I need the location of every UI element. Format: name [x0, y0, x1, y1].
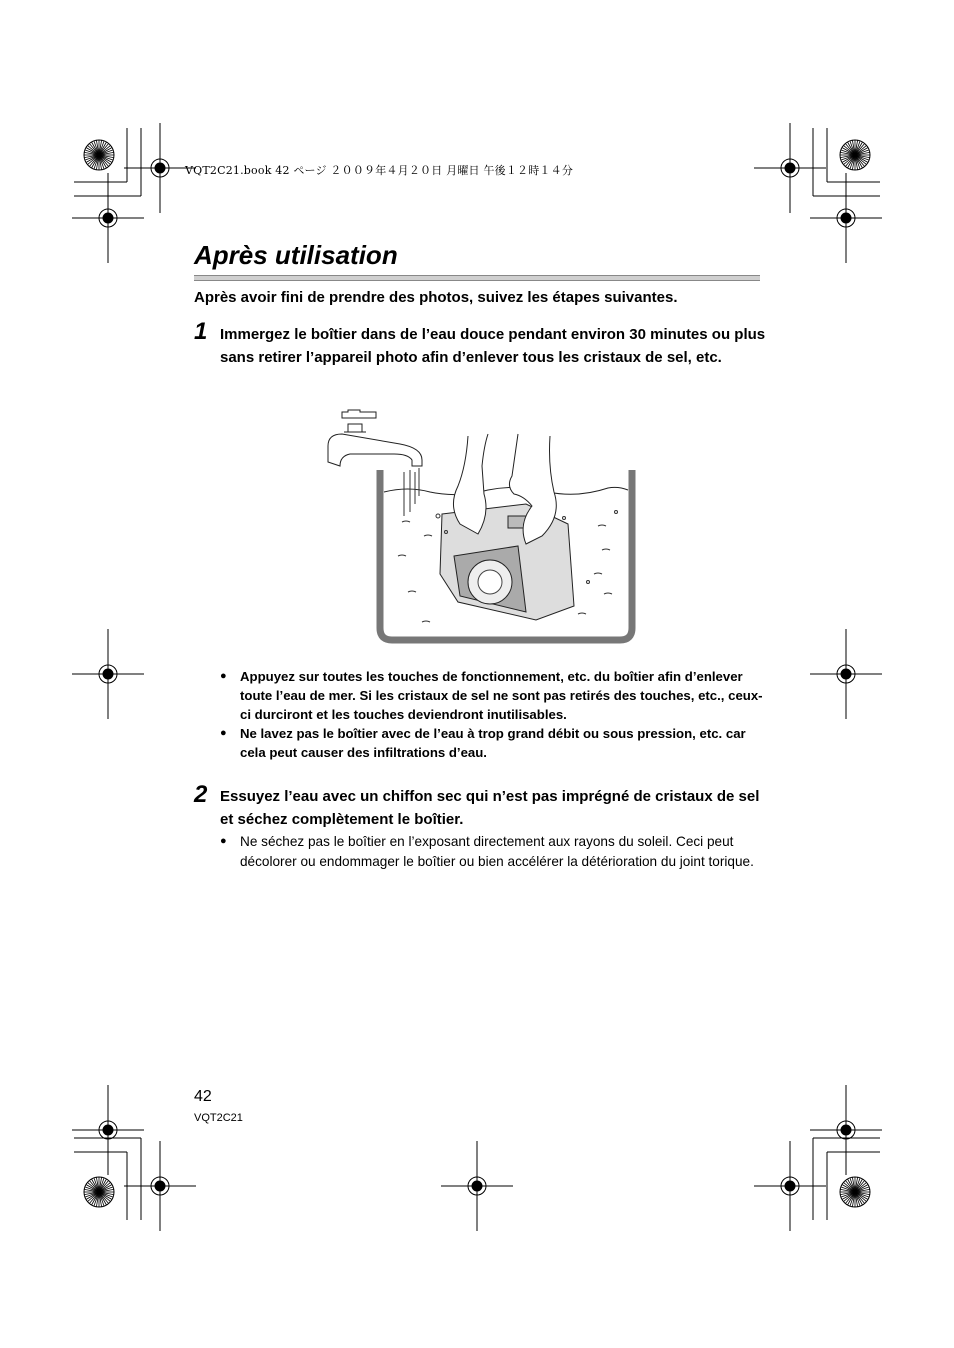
step-1-notes	[220, 667, 765, 762]
sunburst-target	[840, 1177, 870, 1207]
intro-text: Après avoir fini de prendre des photos, suivez les étapes suivantes.	[194, 289, 678, 306]
crosshair-mark	[810, 173, 882, 263]
note-text: Appuyez sur toutes les touches de fonctionnement, etc. du boîtier afin d’enlever toute l’eau de mer. Si les cristaux de sel ne sont pas retirés des touches, etc., ceux-ci durciront et les touches deviendront inutilisables.	[240, 669, 763, 722]
crosshair-mark	[72, 173, 144, 263]
step-2-notes	[220, 832, 765, 871]
crosshair-mark	[72, 1085, 144, 1175]
note-text: Ne lavez pas le boîtier avec de l’eau à trop grand débit ou sous pression, etc. car cela peut causer des infiltrations d’eau.	[240, 726, 746, 760]
step-1-text: Immergez le boîtier dans de l’eau douce pendant environ 30 minutes ou plus sans retirer l’appareil photo afin d’enlever tous les cristaux de sel, etc.	[220, 326, 766, 366]
crosshair-mark	[441, 1141, 513, 1231]
page-title: Après utilisation	[194, 240, 398, 270]
sunburst-target	[840, 140, 870, 170]
crosshair-mark	[810, 1085, 882, 1175]
crosshair-mark	[754, 1141, 826, 1231]
crosshair-mark	[72, 629, 144, 719]
crosshair-mark	[754, 123, 826, 213]
sunburst-target	[84, 140, 114, 170]
step-1-number: 1	[194, 318, 208, 345]
list-item	[220, 724, 765, 762]
sunburst-target	[84, 1177, 114, 1207]
faucet-icon	[328, 410, 422, 466]
document-code: VQT2C21	[194, 1112, 243, 1124]
page-number: 42	[194, 1088, 212, 1105]
bullet-icon: ●	[220, 670, 227, 682]
step-2-number: 2	[194, 781, 208, 808]
print-header-line: VQT2C21.book 42 ページ ２００９年４月２０日 月曜日 午後１２時１４分	[185, 164, 574, 177]
crosshair-mark	[810, 629, 882, 719]
title-rule	[194, 275, 760, 281]
rinsing-illustration	[318, 406, 638, 646]
list-item	[220, 667, 765, 724]
bullet-icon: ●	[220, 835, 227, 847]
bullet-icon: ●	[220, 727, 227, 739]
step-2-text: Essuyez l’eau avec un chiffon sec qui n’est pas imprégné de cristaux de sel et séchez complètement le boîtier.	[220, 788, 760, 828]
crosshair-mark	[124, 1141, 196, 1231]
list-item	[220, 832, 765, 871]
note-text: Ne séchez pas le boîtier en l’exposant directement aux rayons du soleil. Ceci peut décolorer ou endommager le boîtier ou bien accélérer la détérioration du joint torique.	[240, 834, 754, 869]
